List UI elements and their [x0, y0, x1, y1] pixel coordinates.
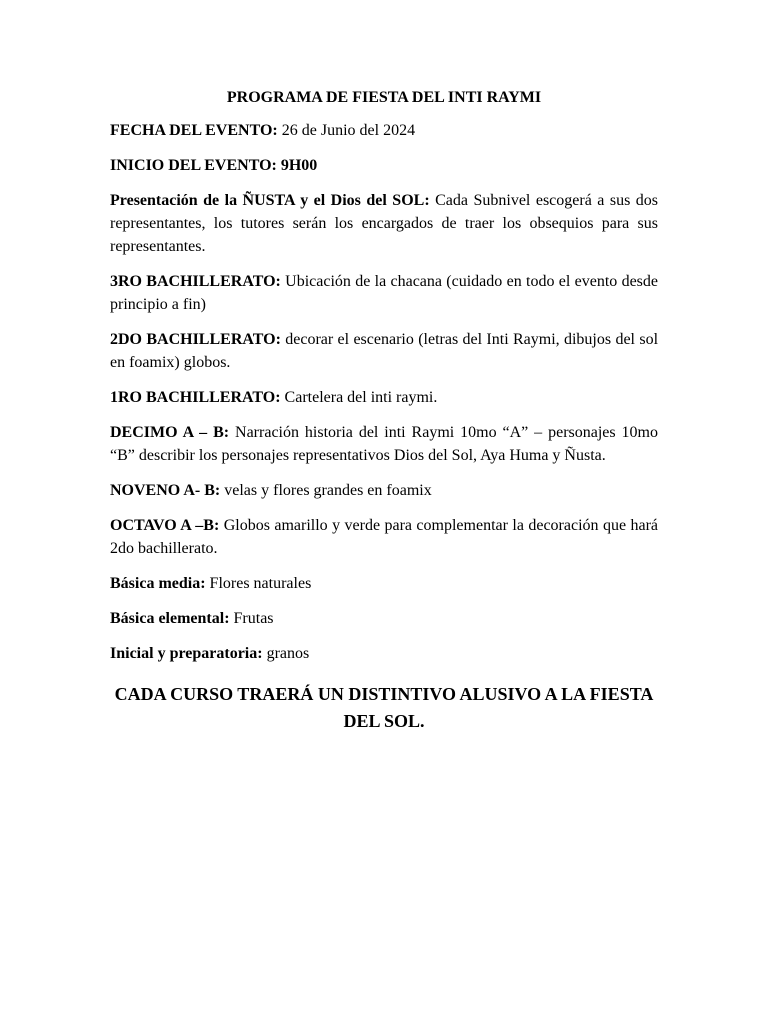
item-text: granos	[262, 645, 310, 662]
item-text: decorar el escenario (letras del Inti Raymi, dibujos del sol en foamix) globos.	[110, 331, 659, 371]
item-label: INICIO DEL EVENTO: 9H00	[110, 157, 318, 174]
item-text: Cartelera del inti raymi.	[280, 389, 438, 406]
item-text: velas y flores grandes en foamix	[220, 482, 432, 499]
item-label: Inicial y preparatoria:	[110, 645, 263, 662]
document-title: PROGRAMA DE FIESTA DEL INTI RAYMI	[226, 89, 542, 106]
item-text: Flores naturales	[205, 575, 312, 592]
item-label: Presentación de la ÑUSTA y el Dios del SOL:	[110, 192, 430, 209]
item-2do-bachillerato	[110, 328, 658, 374]
item-text: 26 de Junio del 2024	[277, 122, 416, 139]
item-label: 1RO BACHILLERATO:	[110, 389, 281, 406]
item-presentacion	[110, 189, 658, 258]
item-1ro-bachillerato	[110, 386, 658, 409]
item-label: NOVENO A- B:	[110, 482, 221, 499]
item-label: DECIMO A – B:	[110, 424, 230, 441]
item-noveno	[110, 479, 658, 502]
item-text: Ubicación de la chacana (cuidado en todo el evento desde principio a fin)	[110, 273, 658, 313]
item-label: OCTAVO A –B:	[110, 517, 220, 534]
item-decimo	[110, 421, 658, 467]
item-text: Cada Subnivel escogerá a sus dos representantes, los tutores serán los encargados de traer los obsequios para sus representantes.	[110, 192, 659, 255]
item-basica-media	[110, 572, 658, 595]
item-octavo	[110, 514, 658, 560]
item-fecha	[110, 119, 658, 142]
item-label: FECHA DEL EVENTO:	[110, 122, 278, 139]
item-label: Básica elemental:	[110, 610, 230, 627]
item-label: Básica media:	[110, 575, 206, 592]
item-inicio	[110, 154, 658, 177]
document-page	[110, 86, 658, 735]
closing-statement: CADA CURSO TRAERÁ UN DISTINTIVO ALUSIVO A LA FIESTA DEL SOL.	[114, 684, 654, 731]
item-text: Narración historia del inti Raymi 10mo “A” – personajes 10mo “B” describir los personajes representativos Dios del Sol, Aya Huma y Ñusta.	[110, 424, 658, 464]
item-basica-elemental	[110, 607, 658, 630]
item-text: Globos amarillo y verde para complementar la decoración que hará 2do bachillerato.	[110, 517, 658, 557]
item-inicial-preparatoria	[110, 642, 658, 665]
item-3ro-bachillerato	[110, 270, 658, 316]
item-text: Frutas	[229, 610, 274, 627]
item-label: 3RO BACHILLERATO:	[110, 273, 281, 290]
item-label: 2DO BACHILLERATO:	[110, 331, 281, 348]
